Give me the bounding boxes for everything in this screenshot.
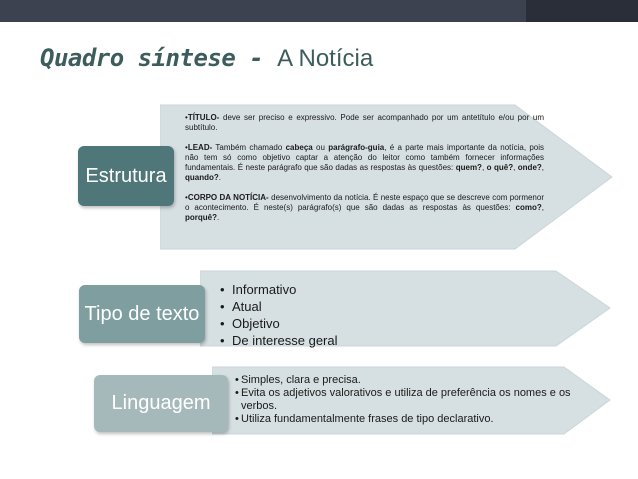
tipo-de-texto-box bbox=[79, 285, 205, 343]
estrutura-item: •CORPO DA NOTÍCIA- desenvolvimento da notícia. É neste espaço que se descreve com pormenor o acontecimento. É neste(s) parágrafo(s) que são dadas as respostas às questões: como?, porquê?. bbox=[185, 193, 544, 222]
linguagem-item: • Utiliza fundamentalmente frases de tipo declarativo. bbox=[235, 413, 494, 425]
tipo-de-texto-item: • Atual bbox=[220, 299, 262, 314]
estrutura-box bbox=[78, 146, 174, 206]
tipo-de-texto-list bbox=[220, 281, 420, 349]
linguagem-list bbox=[235, 374, 573, 426]
estrutura-text bbox=[185, 113, 544, 233]
estrutura-item: •TÍTULO- deve ser preciso e expressivo. Pode ser acompanhado por um antetítulo e/ou por um subtítulo. bbox=[185, 113, 544, 132]
estrutura-item: •LEAD- Também chamado cabeça ou parágrafo-guia, é a parte mais importante da notícia, pois não tem só como objetivo captar a atenção do leitor como também fornecer informações fundamentais. É neste parágrafo que são dadas as respostas às questões: quem?, o quê?, onde?, quando?. bbox=[185, 143, 545, 182]
tipo-de-texto-label: Tipo de texto bbox=[84, 302, 200, 325]
slide-title bbox=[40, 44, 373, 73]
tipo-de-texto-item: • De interesse geral bbox=[220, 333, 338, 348]
linguagem-label: Linguagem bbox=[111, 392, 211, 414]
linguagem-item: • Evita os adjetivos valorativos e utiliza de preferência os nomes e os verbos. bbox=[235, 387, 571, 412]
tipo-de-texto-item: • Objetivo bbox=[220, 316, 280, 331]
estrutura-label: Estrutura bbox=[85, 164, 167, 187]
tipo-de-texto-item: • Informativo bbox=[220, 282, 297, 297]
title-part1: Quadro síntese - bbox=[40, 44, 278, 72]
title-part2: A Notícia bbox=[277, 45, 374, 72]
linguagem-box bbox=[94, 375, 228, 432]
top-bar-accent bbox=[526, 0, 638, 22]
linguagem-item: • Simples, clara e precisa. bbox=[235, 374, 361, 386]
